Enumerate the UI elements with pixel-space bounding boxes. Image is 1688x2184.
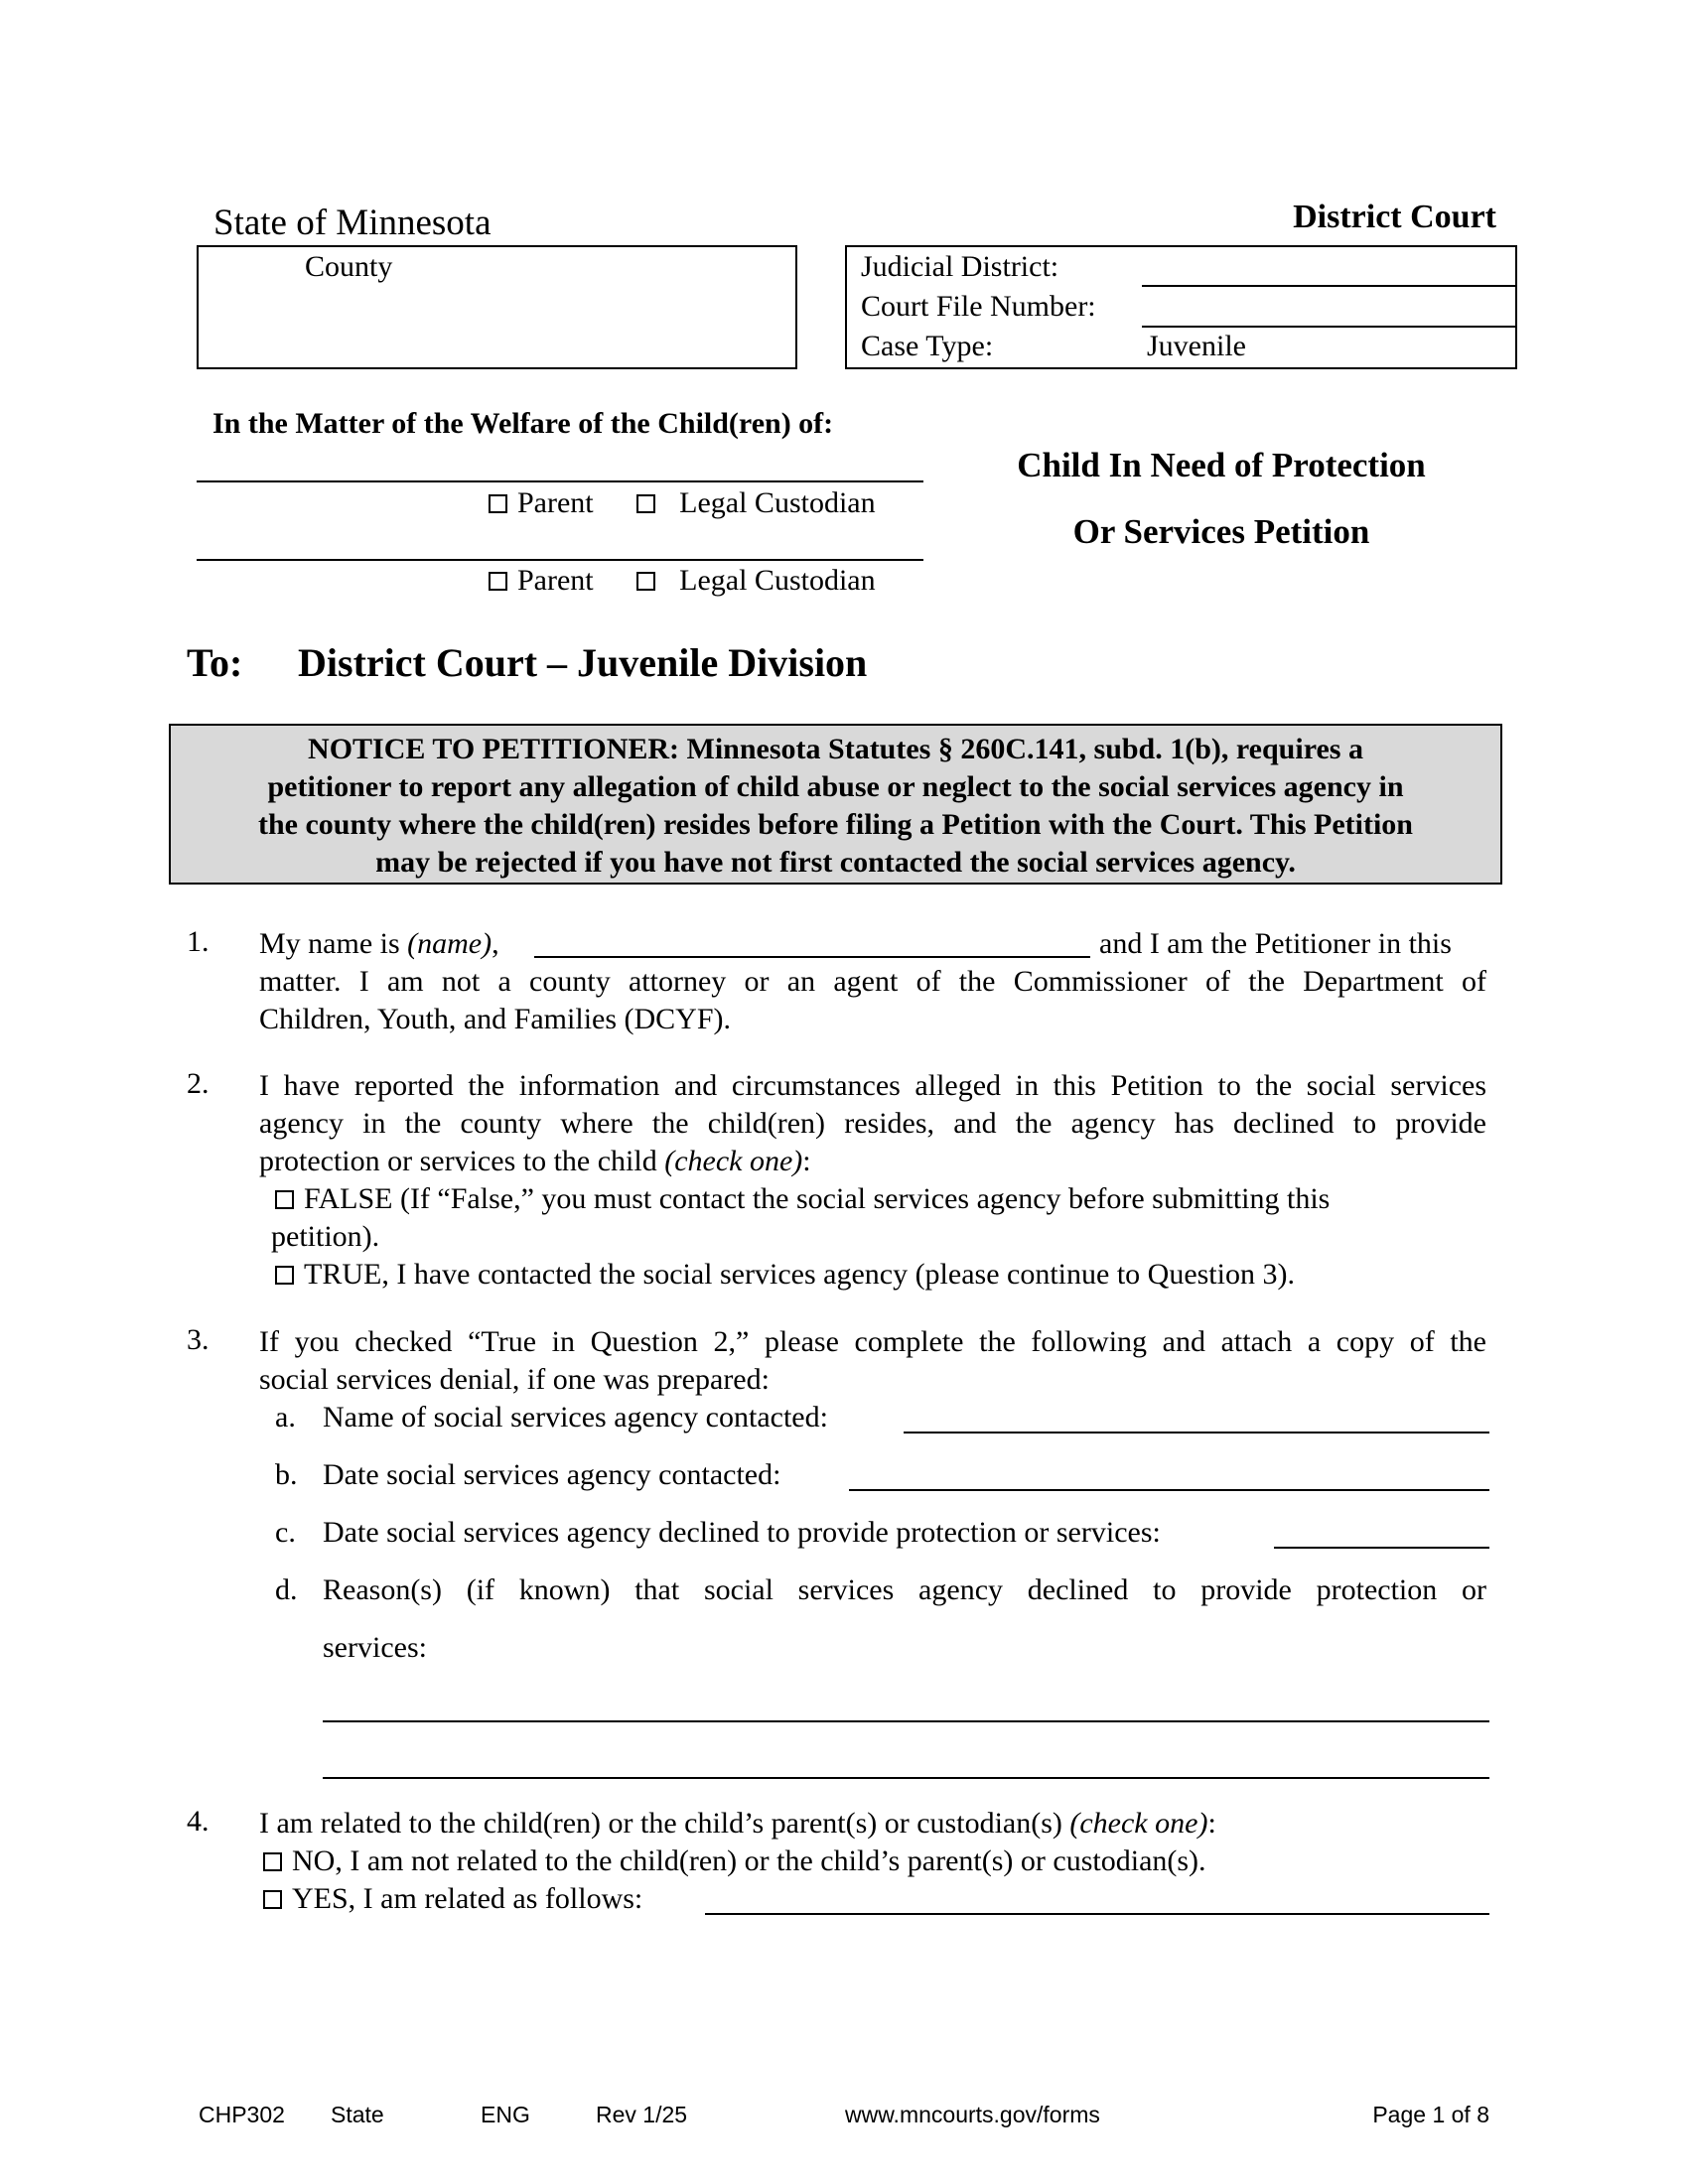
party-role-row-1 [489, 486, 876, 520]
q2-number: 2. [187, 1067, 210, 1100]
to-label: To: [187, 640, 243, 685]
q1-prefix: My name is [259, 927, 408, 960]
footer-jurisdiction: State [331, 2102, 384, 2127]
court-file-number-field[interactable] [1142, 326, 1515, 328]
court-name: District Court [1293, 199, 1496, 235]
relationship-field[interactable] [705, 1913, 1489, 1915]
q2-line-2: agency in the county where the child(ren) resides, and the agency has declined to provide [259, 1107, 1486, 1140]
case-info-box [845, 245, 1517, 369]
reason-field-1[interactable] [323, 1720, 1489, 1722]
q2-false-line-2: petition). [271, 1220, 380, 1253]
agency-name-field[interactable] [904, 1432, 1489, 1433]
court-file-number-label: Court File Number: [861, 290, 1096, 323]
q2-check-one: (check one) [664, 1145, 803, 1177]
party-name-field-2[interactable] [197, 559, 923, 561]
q1-number: 1. [187, 925, 210, 958]
no-text: NO, I am not related to the child(ren) or the child’s parent(s) or custodian(s). [292, 1844, 1206, 1877]
county-label: County [305, 250, 393, 283]
yes-text: YES, I am related as follows: [292, 1882, 643, 1915]
custodian-label-1: Legal Custodian [679, 486, 876, 519]
q3-line-1: If you checked “True in Question 2,” please complete the following and attach a copy of the [259, 1325, 1486, 1358]
q4-no-option [263, 1843, 1206, 1880]
to-recipient: District Court – Juvenile Division [298, 640, 868, 685]
q1-comma: , [492, 927, 499, 960]
date-contacted-field[interactable] [849, 1489, 1489, 1491]
true-checkbox[interactable] [275, 1266, 294, 1285]
q3d-letter: d. [275, 1573, 298, 1606]
parent-checkbox-2[interactable] [489, 572, 507, 591]
q3-line-2: social services denial, if one was prepared: [259, 1363, 770, 1396]
q3a-text: Name of social services agency contacted: [323, 1401, 828, 1433]
case-type-label: Case Type: [861, 330, 994, 362]
false-checkbox[interactable] [275, 1190, 294, 1209]
yes-checkbox[interactable] [263, 1890, 282, 1909]
q2-false-option [275, 1180, 1486, 1218]
q1-suffix: and I am the Petitioner in this [1099, 927, 1452, 960]
q3d-line-1: Reason(s) (if known) that social services agency declined to provide protection or [323, 1573, 1486, 1606]
q4-line-1-prefix: I am related to the child(ren) or the child’s parent(s) or custodian(s) [259, 1807, 1070, 1840]
q4-line-1 [259, 1805, 1216, 1843]
q1-name-hint: (name) [407, 927, 492, 960]
custodian-checkbox-2[interactable] [636, 572, 655, 591]
q3c-letter: c. [275, 1516, 296, 1549]
notice-line-1: NOTICE TO PETITIONER: Minnesota Statutes § 260C.141, subd. 1(b), requires a [308, 733, 1363, 765]
q1-line-2: matter. I am not a county attorney or an agent of the Commissioner of the Department of [259, 965, 1486, 998]
custodian-label-2: Legal Custodian [679, 564, 876, 597]
q2-line-1: I have reported the information and circumstances alleged in this Petition to the social services [259, 1069, 1486, 1102]
notice-line-3: the county where the child(ren) resides before filing a Petition with the Court. This Petition [258, 808, 1413, 841]
notice-box [169, 724, 1502, 885]
notice-line-4: may be rejected if you have not first contacted the social services agency. [375, 846, 1296, 879]
footer-page-number: Page 1 of 8 [1372, 2102, 1489, 2127]
date-declined-field[interactable] [1274, 1547, 1489, 1549]
q1-line-3: Children, Youth, and Families (DCYF). [259, 1003, 732, 1035]
party-role-row-2 [489, 564, 876, 598]
q1-line-1 [259, 925, 499, 963]
footer-language: ENG [481, 2102, 530, 2127]
parent-checkbox-1[interactable] [489, 494, 507, 513]
reason-field-2[interactable] [323, 1777, 1489, 1779]
case-type-value: Juvenile [1147, 330, 1246, 362]
q2-line-3-prefix: protection or services to the child [259, 1145, 665, 1177]
notice-line-2: petitioner to report any allegation of child abuse or neglect to the social services agency in [267, 770, 1404, 803]
q4-check-one: (check one) [1069, 1807, 1208, 1840]
q3c-text: Date social services agency declined to provide protection or services: [323, 1516, 1161, 1549]
judicial-district-field[interactable] [1142, 285, 1515, 287]
parent-label-1: Parent [517, 486, 594, 519]
petitioner-name-field[interactable] [534, 956, 1090, 958]
q3d-line-2: services: [323, 1631, 427, 1664]
judicial-district-label: Judicial District: [861, 250, 1059, 283]
footer-form-id: CHP302 [199, 2102, 285, 2127]
custodian-checkbox-1[interactable] [636, 494, 655, 513]
q3b-text: Date social services agency contacted: [323, 1458, 781, 1491]
q2-true-option [275, 1256, 1295, 1294]
form-title-line-1: Child In Need of Protection [1017, 446, 1426, 484]
no-checkbox[interactable] [263, 1852, 282, 1871]
q4-colon: : [1207, 1807, 1216, 1840]
party-name-field-1[interactable] [197, 480, 923, 482]
county-box [197, 245, 797, 369]
q4-yes-option [263, 1880, 642, 1918]
q3a-letter: a. [275, 1401, 296, 1433]
q2-line-3 [259, 1143, 811, 1180]
q3-number: 3. [187, 1323, 210, 1356]
footer-website[interactable]: www.mncourts.gov/forms [845, 2102, 1100, 2127]
parent-label-2: Parent [517, 564, 594, 597]
q2-colon: : [802, 1145, 811, 1177]
false-text: FALSE (If “False,” you must contact the social services agency before submitting this [304, 1182, 1331, 1215]
q4-number: 4. [187, 1805, 210, 1838]
form-title-line-2: Or Services Petition [1072, 512, 1370, 551]
true-text: TRUE, I have contacted the social services agency (please continue to Question 3). [304, 1258, 1295, 1291]
q3b-letter: b. [275, 1458, 298, 1491]
matter-heading: In the Matter of the Welfare of the Child(ren) of: [212, 407, 834, 440]
footer-revision: Rev 1/25 [596, 2102, 688, 2127]
state-name: State of Minnesota [213, 203, 492, 243]
